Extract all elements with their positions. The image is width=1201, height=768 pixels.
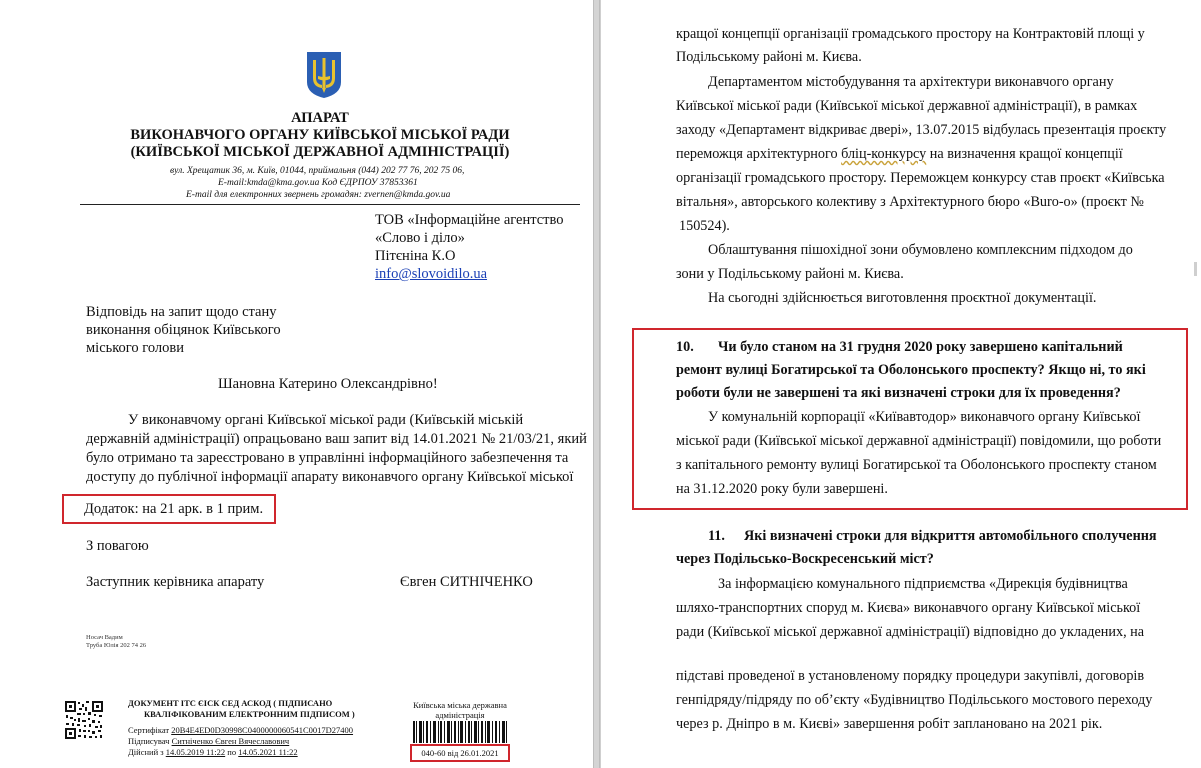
header-rule — [80, 204, 580, 205]
executor-line-2: Труба Юлія 202 74 26 — [86, 642, 147, 649]
qr-code-icon — [64, 700, 104, 740]
q11-line-2: через Подільсько-Воскресенський міст? — [676, 551, 934, 567]
rp-para2-line-6: вітальня», авторського колективу з Архітектурного бюро «Buro-o» (проєкт № — [676, 194, 1144, 210]
left-document-page — [0, 0, 593, 768]
esig-cert-value: 20B4E4ED0D30998C0400000060541C0017D27400 — [171, 725, 354, 735]
rp-para2-line-4-spellcheck: бліц-конкурсу — [841, 146, 927, 162]
recipient-email-link[interactable]: info@slovoidilo.ua — [375, 266, 488, 282]
esig-cert-row — [128, 725, 353, 735]
rp-para3-line-2: зони у Подільському районі м. Києва. — [676, 266, 904, 282]
body-line-4: доступу до публічної інформації апарату виконавчого органу Київської міської — [86, 469, 574, 485]
right-document-page — [600, 0, 1201, 768]
org-appeals-email: E-mail для електронних звернень громадян: zvernen@kmda.gov.ua — [186, 190, 451, 200]
subject-line-2: виконання обіцянок Київського — [86, 322, 281, 338]
rp-para3-line-1: Облаштування пішохідної зони обумовлено комплексним підходом до — [708, 242, 1133, 258]
q11-line-1: Які визначені строки для відкриття автомобільного сполучення — [744, 528, 1157, 544]
page-divider — [593, 0, 600, 768]
rp-top-line-2: Подільському районі м. Києва. — [676, 49, 862, 65]
page-edge — [600, 0, 601, 768]
signatory-name: Євген СИТНІЧЕНКО — [400, 574, 533, 590]
rp-para2-line-5: організації громадського простору. Переможцем конкурсу став проєкт «Київська — [676, 170, 1165, 186]
stamp-org-line-1: Київська міська державна — [413, 700, 507, 710]
attachment-note: Додаток: на 21 арк. в 1 прим. — [84, 501, 264, 517]
stamp-org-line-2: адміністрація — [435, 710, 485, 720]
rp-para2-line-4 — [676, 146, 1123, 163]
esig-valid-from: 14.05.2019 11:22 — [165, 747, 226, 757]
esig-signer-row — [128, 736, 289, 746]
q11-answer-6: через р. Дніпро в м. Києві» завершення робіт заплановано на 2021 рік. — [676, 716, 1103, 732]
rp-para2-line-2: Київської міської ради (Київської міської державної адміністрації), в рамках — [676, 98, 1138, 114]
esig-valid-to-label: по — [227, 747, 237, 757]
body-line-1: У виконавчому органі Київської міської ради (Київській міській — [128, 412, 524, 428]
q11-number: 11. — [708, 528, 725, 544]
org-line-1: АПАРАТ — [291, 110, 349, 126]
tryzub-icon — [305, 50, 343, 100]
signatory-title: Заступник керівника апарату — [86, 574, 265, 590]
q11-answer-5: генпідряду/підряду по об’єкту «Будівництво Подільського мостового переходу — [676, 692, 1153, 708]
esig-valid-row — [128, 747, 298, 757]
body-line-2: державній адміністрації) опрацьовано ваш запит від 14.01.2021 № 21/03/21, який — [86, 431, 587, 447]
recipient-line-3: Пітєніна К.О — [375, 248, 456, 264]
q10-line-3: роботи були не завершені та які визначені строки для їх проведення? — [676, 385, 1121, 401]
rp-top-line-1: кращої концепції організації громадського простору на Контрактовій площі у — [676, 26, 1145, 42]
subject-line-3: міського голови — [86, 340, 185, 356]
q10-number: 10. — [676, 339, 694, 355]
rp-para2-line-4a: переможця архітектурного — [676, 146, 838, 162]
esig-signer-label: Підписувач — [128, 736, 170, 746]
esig-cert-label: Сертифікат — [128, 725, 170, 735]
subject-line-1: Відповідь на запит щодо стану — [86, 304, 277, 320]
rp-para2-line-3: заходу «Департамент відкриває двері», 13.07.2015 відбулась презентація проєкту — [676, 122, 1167, 138]
esig-signer-value: Ситніченко Євген Вячеславович — [171, 736, 290, 746]
greeting: Шановна Катерино Олександрівно! — [218, 376, 438, 392]
q10-answer-1: У комунальній корпорації «Київавтодор» виконавчого органу Київської — [708, 409, 1141, 425]
scroll-indicator[interactable] — [1194, 262, 1197, 276]
recipient-line-2: «Слово і діло» — [375, 230, 465, 246]
esig-doc-line-2: КВАЛІФІКОВАНИМ ЕЛЕКТРОННИМ ПІДПИСОМ ) — [144, 709, 355, 719]
recipient-line-1: ТОВ «Інформаційне агентство — [375, 212, 564, 228]
barcode-icon — [412, 721, 508, 743]
esig-valid-to: 14.05.2021 11:22 — [238, 747, 298, 757]
q11-answer-2: шляхо-транспортних споруд м. Києва» виконавчого органу Київської міської — [676, 600, 1141, 616]
org-line-2: ВИКОНАВЧОГО ОРГАНУ КИЇВСЬКОЇ МІСЬКОЇ РАДИ — [130, 127, 510, 143]
rp-para4: На сьогодні здійснюється виготовлення проєктної документації. — [708, 290, 1097, 306]
esig-valid-label: Дійсний з — [128, 747, 164, 757]
rp-para2-line-4b: на визначення кращої концепції — [929, 146, 1123, 162]
org-address: вул. Хрещатик 36, м. Київ, 01044, приймальня (044) 202 77 76, 202 75 06, — [170, 166, 465, 176]
stamp-reg-number: 040-60 від 26.01.2021 — [421, 748, 499, 758]
q10-answer-2: міської ради (Київської міської державної адміністрації) повідомили, що роботи — [676, 433, 1162, 449]
body-line-3: було отримано та зареєстровано в управлінні інформаційного забезпечення та — [86, 450, 569, 466]
org-line-3: (КИЇВСЬКОЇ МІСЬКОЇ ДЕРЖАВНОЇ АДМІНІСТРАЦІЇ) — [130, 144, 510, 160]
rp-para2-line-1: Департаментом містобудування та архітектури виконавчого органу — [708, 74, 1114, 90]
q11-answer-1: За інформацією комунального підприємства «Дирекція будівництва — [718, 576, 1128, 592]
closing: З повагою — [86, 538, 149, 554]
q10-answer-3: з капітального ремонту вулиці Богатирської та Оболонського проспекту станом — [676, 457, 1157, 473]
esig-doc-line-1: ДОКУМЕНТ ІТС ЄІСК СЕД АСКОД ( ПІДПИСАНО — [128, 698, 333, 708]
rp-para2-line-7: 150524). — [679, 218, 730, 234]
q10-answer-4: на 31.12.2020 року були завершені. — [676, 481, 888, 497]
q10-line-2: ремонт вулиці Богатирської та Оболонського проспекту? Якщо ні, то які — [676, 362, 1146, 378]
q11-answer-3: ради (Київської міської державної адміністрації) відповідно до укладених, на — [676, 624, 1145, 640]
q10-line-1: Чи було станом на 31 грудня 2020 року завершено капітальний — [718, 339, 1123, 355]
executor-line-1: Носач Вадим — [86, 634, 123, 641]
org-email: E-mail:kmda@kma.gov.ua Код ЄДРПОУ 37853361 — [218, 178, 418, 188]
q11-answer-4: підставі проведеної в установленому порядку процедури закупівлі, договорів — [676, 668, 1145, 684]
